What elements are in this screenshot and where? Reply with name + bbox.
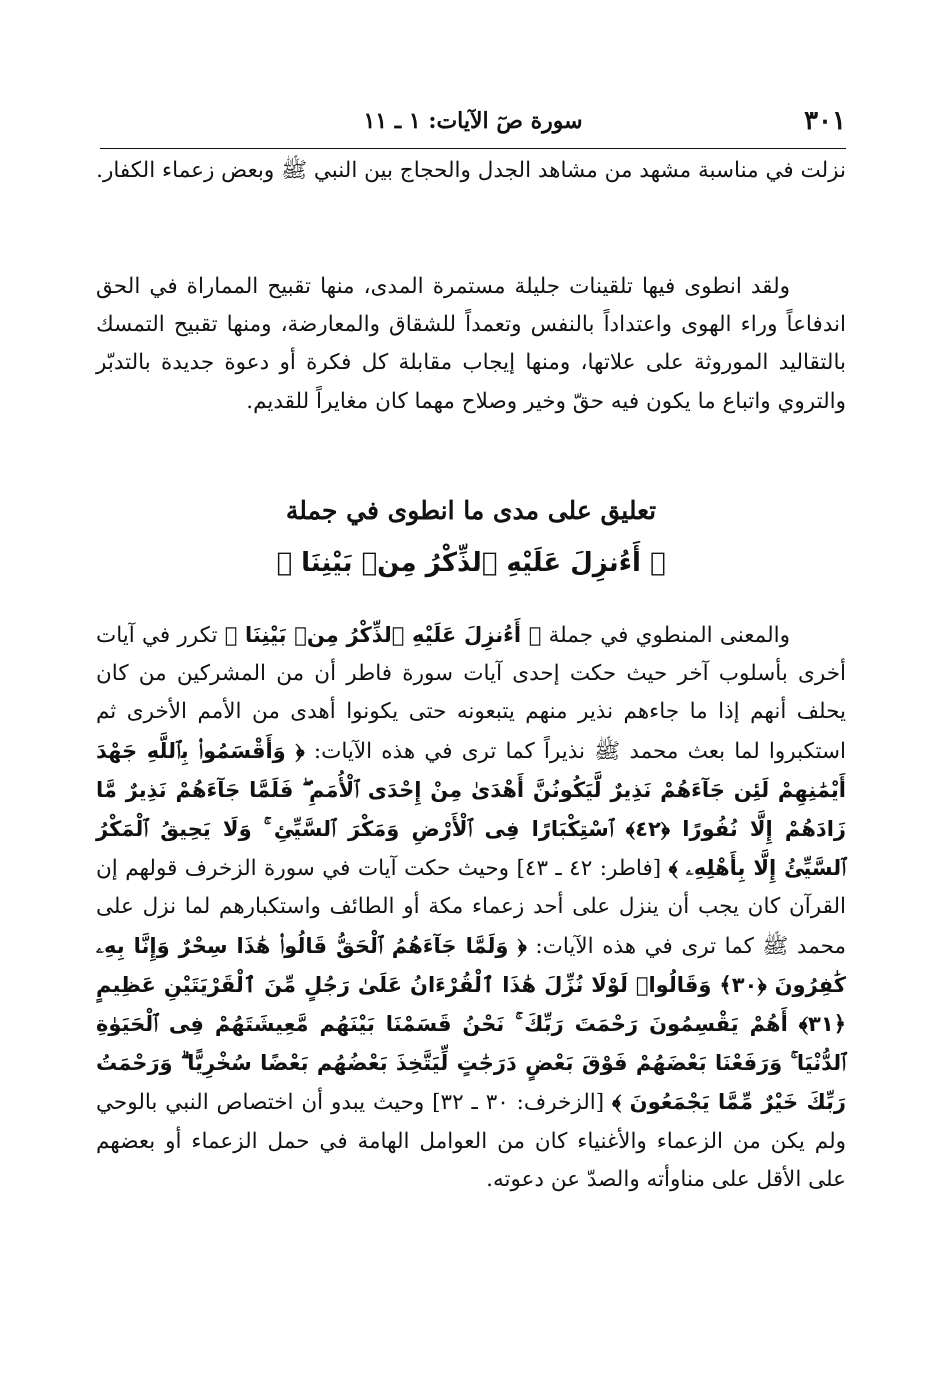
paragraph-2: ولقد انطوى فيها تلقينات جليلة مستمرة المدى، منها تقبيح المماراة في الحق اندفاعاً وراء الهوى واعتداداً بالنفس وتعمداً للشقاق والمعارضة، ومنها تقبيح التمسك بالتقاليد الموروثة على علاتها، ومنها إيجاب مقابلة كل فكرة أو دعوة جديدة بالتدبّر والتروي واتباع ما يكون فيه حقّ وخير وصلاح مهما كان مغايراً للقديم. — [96, 274, 846, 414]
section-heading-verse: ﴿ أَءُنزِلَ عَلَيْهِ ٱلذِّكْرُ مِنۢ بَيْنِنَا ﴾ — [276, 548, 666, 578]
paragraph-3-text-4: [الزخرف: ٣٠ ـ ٣٢] وحيث يبدو أن اختصاص النبي بالوحي ولم يكن من الزعماء والأغنياء كان من العوامل الهامة في حمل الزعماء أو بعضهم على الأقل على مناوأته والصدّ عن دعوته. — [96, 1090, 846, 1192]
section-heading: تعليق على مدى ما انطوى في جملة — [285, 496, 657, 525]
quran-verse-zukhruf: ﴿ وَلَمَّا جَآءَهُمُ ٱلْحَقُّ قَالُوا۟ هَٰذَا سِحْرٌ وَإِنَّا بِهِۦ كَٰفِرُونَ ﴿٣٠﴾ وَقَالُوا۟ لَوْلَا نُزِّلَ هَٰذَا ٱلْقُرْءَانُ عَلَىٰ رَجُلٍ مِّنَ ٱلْقَرْيَتَيْنِ عَظِيمٍ ﴿٣١﴾ أَهُمْ يَقْسِمُونَ رَحْمَتَ رَبِّكَ ۚ نَحْنُ قَسَمْنَا بَيْنَهُم مَّعِيشَتَهُمْ فِى ٱلْحَيَوٰةِ ٱلدُّنْيَا ۚ وَرَفَعْنَا بَعْضَهُمْ فَوْقَ بَعْضٍ دَرَجَٰتٍ لِّيَتَّخِذَ بَعْضُهُم بَعْضًا سُخْرِيًّا ۗ وَرَحْمَتُ رَبِّكَ خَيْرٌ مِّمَّا يَجْمَعُونَ ﴾ — [96, 933, 847, 1115]
page-number: ٣٠١ — [804, 106, 846, 136]
header-title: سورة صٓ الآيات: ١ ـ ١١ — [363, 108, 583, 134]
paragraph-3-text-1: والمعنى المنطوي في جملة — [548, 623, 790, 648]
quran-verse-inline: ﴿ أَءُنزِلَ عَلَيْهِ ٱلذِّكْرُ مِنۢ بَيْنِنَا ﴾ — [224, 623, 542, 647]
paragraph-3-text-2: تكرر في آيات أخرى بأسلوب آخر حيث حكت إحدى آيات سورة فاطر أن من المشركين من كان يحلف أنهم إذا ما جاءهم نذير منهم يتبعونه حتى يكونوا أهدى من الأمم الأخرى ثم استكبروا لما بعث محمد ﷺ نذيراً كما ترى في هذه الآيات: — [96, 623, 846, 764]
paragraph-1: نزلت في مناسبة مشهد من مشاهد الجدل والحجاج بين النبي ﷺ وبعض زعماء الكفار. — [96, 158, 846, 183]
quran-verse-fatir: ﴿ وَأَقْسَمُوا۟ بِٱللَّهِ جَهْدَ أَيْمَٰنِهِمْ لَئِن جَآءَهُمْ نَذِيرٌ لَّيَكُونُنَّ أَهْدَىٰ مِنْ إِحْدَى ٱلْأُمَمِ ۖ فَلَمَّا جَآءَهُمْ نَذِيرٌ مَّا زَادَهُمْ إِلَّا نُفُورًا ﴿٤٢﴾ ٱسْتِكْبَارًا فِى ٱلْأَرْضِ وَمَكْرَ ٱلسَّيِّئِ ۚ وَلَا يَحِيقُ ٱلْمَكْرُ ٱلسَّيِّئُ إِلَّا بِأَهْلِهِۦ ﴾ — [96, 738, 846, 881]
paragraph-3 — [96, 616, 846, 1199]
running-header — [100, 102, 846, 149]
paragraph-3-text-3: [فاطر: ٤٢ ـ ٤٣] وحيث حكت آيات في سورة الزخرف قولهم إن القرآن كان يجب أن ينزل على أحد زعماء مكة أو الطائف واستكبارهم لما نزل على محمد ﷺ كما ترى في هذه الآيات: — [96, 856, 847, 959]
